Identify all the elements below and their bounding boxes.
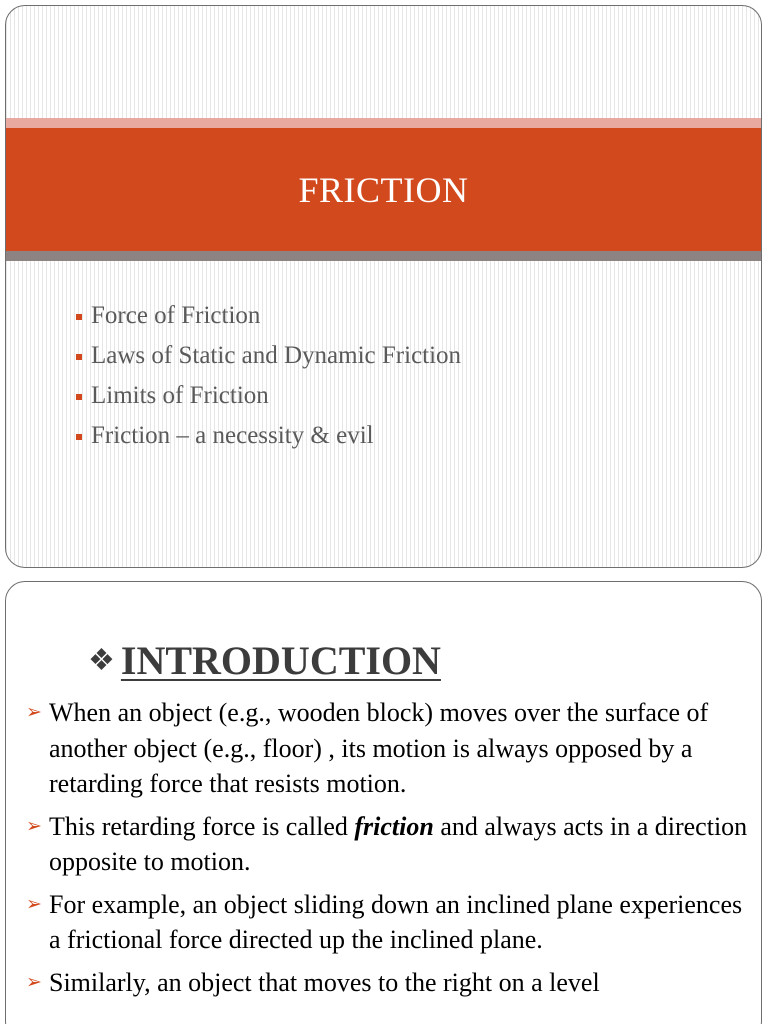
slide-title: FRICTION: [298, 169, 469, 210]
title-band: [6, 128, 761, 251]
arrow-bullet-icon: ➢: [26, 702, 42, 723]
list-item: ➢ When an object (e.g., wooden block) moves over the surface of another object (e.g., floor) , its motion is always opposed by a retarding force that resists motion.: [26, 695, 756, 802]
heading-text: INTRODUCTION: [120, 638, 441, 683]
square-bullet-icon: [76, 434, 82, 440]
emphasis-term: friction: [354, 811, 434, 841]
arrow-bullet-icon: ➢: [26, 893, 42, 915]
topic-item: Limits of Friction: [76, 376, 461, 416]
square-bullet-icon: [76, 354, 82, 360]
bottom-accent-band: [6, 251, 761, 261]
topic-list: [76, 296, 461, 456]
list-item: ➢ Similarly, an object that moves to the right on a level: [26, 965, 756, 1001]
section-heading: [88, 637, 441, 684]
topic-item: Laws of Static and Dynamic Friction: [76, 336, 461, 376]
title-slide: [5, 5, 762, 568]
square-bullet-icon: [76, 394, 82, 400]
topic-item: Force of Friction: [76, 296, 461, 336]
list-item: ➢ For example, an object sliding down an inclined plane experiences a frictional force directed up the inclined plane.: [26, 887, 756, 958]
topic-item: Friction – a necessity & evil: [76, 416, 461, 456]
introduction-slide: [5, 581, 762, 1024]
arrow-bullet-icon: ➢: [26, 971, 42, 993]
square-bullet-icon: [76, 314, 82, 320]
top-accent-band: [6, 118, 761, 128]
arrow-bullet-icon: ➢: [26, 815, 42, 837]
diamond-ornament-icon: ❖: [88, 644, 115, 677]
introduction-points: [26, 695, 756, 1007]
list-item: ➢ This retarding force is called friction and always acts in a direction opposite to motion.: [26, 809, 756, 880]
